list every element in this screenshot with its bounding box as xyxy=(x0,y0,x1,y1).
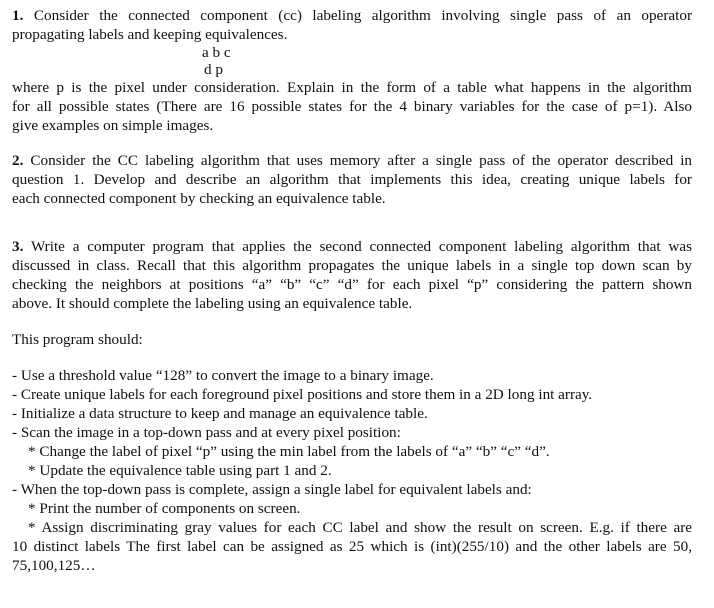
pixel-pattern-row-2: d p xyxy=(204,61,223,78)
q3-line-1: 3. Write a computer program that applies the second connected component labeling algorithm that was xyxy=(12,238,692,255)
gray-example-line-2: 10 distinct labels The first label can be assigned as 25 which is (int)(255/10) and the other labels are 50, xyxy=(12,538,692,555)
q2-line-1: 2. Consider the CC labeling algorithm that uses memory after a single pass of the operator described in xyxy=(12,152,693,169)
substep-assign-gray: * Assign discriminating gray values for each CC label and show the result on screen. E.g. if there are xyxy=(28,519,692,536)
q1-number: 1. xyxy=(12,7,24,24)
q3-line-4: above. It should complete the labeling using an equivalence table. xyxy=(12,295,413,312)
step-scan: - Scan the image in a top-down pass and at every pixel position: xyxy=(12,424,401,441)
q3-line-2: discussed in class. Recall that this algorithm propagates the unique labels in a single top down scan by xyxy=(12,257,692,274)
question-2 xyxy=(12,151,692,208)
program-intro: This program should: xyxy=(12,331,143,348)
q2-number: 2. xyxy=(12,152,24,169)
q1-line-2: propagating labels and keeping equivalences. xyxy=(12,26,288,43)
substep-print-components: * Print the number of components on screen. xyxy=(28,500,301,517)
step-assign-single-label: - When the top-down pass is complete, assign a single label for equivalent labels and: xyxy=(12,481,532,498)
q1-line-1: 1. Consider the connected component (cc) labeling algorithm involving single pass of an operator xyxy=(12,7,693,24)
question-3 xyxy=(12,237,692,575)
assignment-document xyxy=(12,6,692,575)
question-1 xyxy=(12,6,692,135)
pixel-pattern-row-1: a b c xyxy=(202,44,231,61)
step-init-equivalence: - Initialize a data structure to keep and manage an equivalence table. xyxy=(12,405,428,422)
q1-after-line-2: for all possible states (There are 16 possible states for the 4 binary variables for the case of p=1). Also xyxy=(12,98,692,115)
program-steps-list xyxy=(12,366,692,575)
substep-update-equivalence: * Update the equivalence table using part 1 and 2. xyxy=(28,462,332,479)
step-threshold: - Use a threshold value “128” to convert the image to a binary image. xyxy=(12,367,434,384)
q2-line-3: each connected component by checking an equivalence table. xyxy=(12,190,386,207)
gray-example-line-3: 75,100,125… xyxy=(12,557,96,574)
substep-change-label: * Change the label of pixel “p” using the min label from the labels of “a” “b” “c” “d”. xyxy=(28,443,550,460)
step-unique-labels: - Create unique labels for each foreground pixel positions and store them in a 2D long int array. xyxy=(12,386,593,403)
q3-number: 3. xyxy=(12,238,24,255)
q2-line-2: question 1. Develop and describe an algorithm that implements this idea, creating unique labels for xyxy=(12,171,692,188)
q1-after-line-1: where p is the pixel under consideration. Explain in the form of a table what happens in the algorithm xyxy=(12,79,692,96)
q1-after-line-3: give examples on simple images. xyxy=(12,117,214,134)
q3-line-3: checking the neighbors at positions “a” “b” “c” “d” for each pixel “p” considering the pattern shown xyxy=(12,276,692,293)
